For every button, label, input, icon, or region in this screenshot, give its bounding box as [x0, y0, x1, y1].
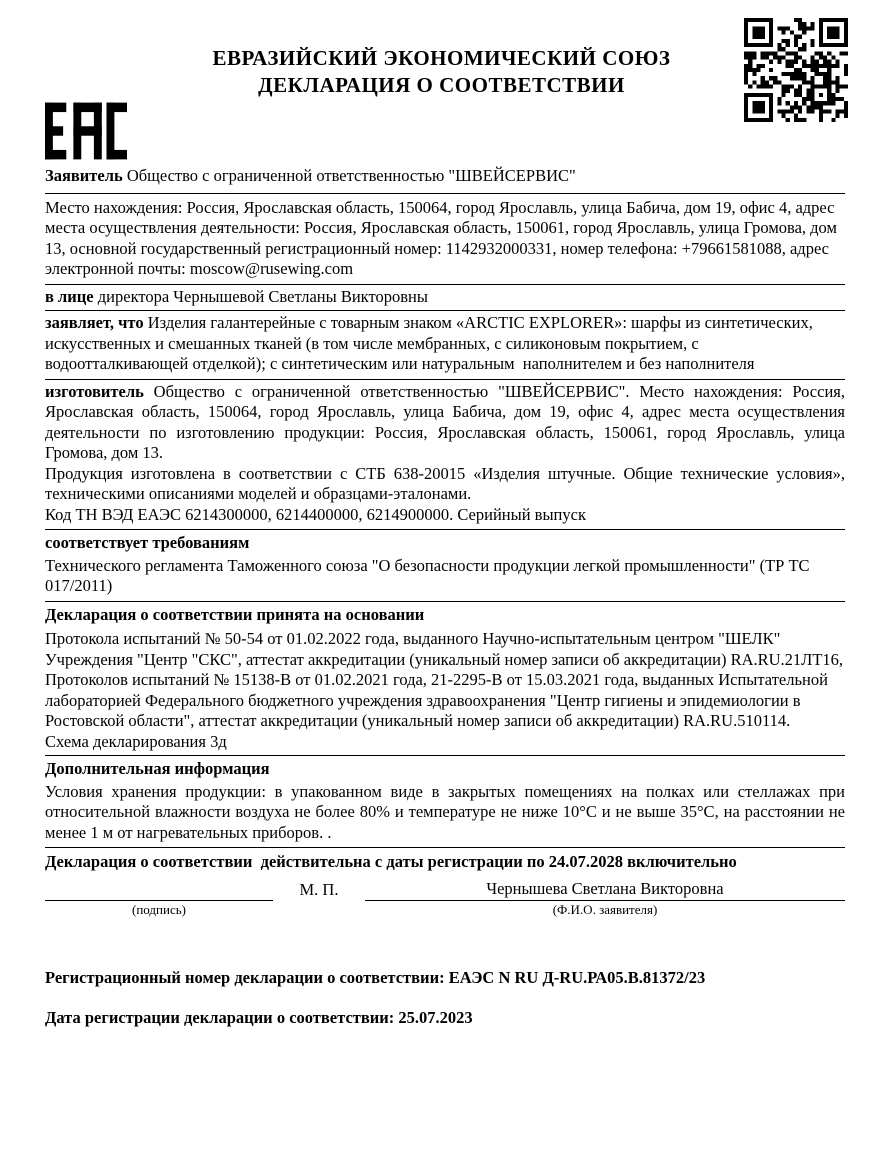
title-line-2: ДЕКЛАРАЦИЯ О СООТВЕТСТВИИ [258, 73, 625, 97]
qr-code [744, 18, 848, 122]
basis-text: Протокола испытаний № 50-54 от 01.02.2022 года, выданного Научно-испытательным центром "ШЕЛК" Учреждения "Центр "СКС", аттестат аккредитации (уникальный номер записи об аккредитации) RA.RU.21ЛТ16, Протоколов испытаний № 15138-В от 01.02.2021 года, 21-2295-В от 15.03.2021 года, выданных Испытательной лабораторией Федерального бюджетного учреждения здравоохранения "Центр гигиены и эпидемиологии в Ростовской области", аттестат аккредитации (уникальный номер записи об аккредитации) RA.RU.510114. [45, 629, 844, 730]
applicant-row [45, 165, 845, 194]
stamp-placeholder: М. П. [299, 879, 339, 899]
registration-number-value: ЕАЭС N RU Д-RU.РА05.В.81372/23 [448, 967, 706, 987]
title-line-1: ЕВРАЗИЙСКИЙ ЭКОНОМИЧЕСКИЙ СОЮЗ [212, 46, 671, 70]
signature-line [45, 877, 273, 901]
declaration-scheme: Схема декларирования 3д [45, 731, 227, 751]
registration-number-label: Регистрационный номер декларации о соответствии: [45, 967, 445, 987]
signature-row [45, 877, 845, 901]
registration-number-line [45, 967, 845, 988]
represented-by-label: в лице [45, 286, 94, 306]
complies-heading: соответствует требованиям [45, 533, 250, 552]
storage-conditions: Условия хранения продукции: в упакованном виде в закрытых помещениях на полках или стеллажах при относительной влажности воздуха не более 80% и температуре не ниже 10°С и не выше 35°С, на расстоянии не менее 1 м от нагревательных приборов. . [45, 781, 845, 842]
regulations-row [45, 556, 845, 602]
eac-logo-icon [45, 101, 127, 161]
basis-row [45, 627, 845, 756]
represented-by-row [45, 285, 845, 312]
registration-date-line [45, 1007, 845, 1028]
signature-captions [45, 901, 845, 919]
registration-date-label: Дата регистрации декларации о соответствии: [45, 1007, 395, 1027]
product-row [45, 311, 845, 380]
applicant-label: Заявитель [45, 166, 123, 185]
manufacturer-details: Общество с ограниченной ответственностью "ШВЕЙСЕРВИС". Место нахождения: Россия, Ярославская область, 150064, город Ярославль, улица Бабича, дом 19, офис 4, адрес места осуществления деятельности по изготовлению продукции: Россия, Ярославская область, 150061, город Ярославль, улица Громова, дом 13. [45, 381, 845, 462]
production-standard: Продукция изготовлена в соответствии с СТБ 638-20015 «Изделия штучные. Общие технические условия», техническими описаниями моделей и образцами-эталонами. [45, 463, 845, 503]
product-description: Изделия галантерейные с товарным знаком «ARCTIC EXPLORER»: шарфы из синтетических, искусственных и смешанных тканей (в том числе мембранных, с силиконовым покрытием, с водоотталкивающей отделкой); с синтетическим или натуральным наполнителем и без наполнителя [45, 313, 817, 373]
represented-by-name: директора Чернышевой Светланы Викторовны [97, 286, 428, 306]
validity-statement: Декларация о соответствии действительна с даты регистрации по 24.07.2028 включительно [45, 852, 737, 871]
declares-label: заявляет, что [45, 313, 144, 332]
document-body [45, 165, 845, 1028]
basis-heading: Декларация о соответствии принята на основании [45, 604, 425, 624]
additional-info-row [45, 782, 845, 849]
regulations-text: Технического регламента Таможенного союза "О безопасности продукции легкой промышленности" (ТР ТС 017/2011) [45, 555, 810, 595]
applicant-name: Общество с ограниченной ответственностью "ШВЕЙСЕРВИС" [126, 166, 576, 185]
applicant-address: Место нахождения: Россия, Ярославская область, 150064, город Ярославль, улица Бабича, дом 19, офис 4, адрес места осуществления деятельности: Россия, Ярославская область, 150061, город Ярославль, улица Громова, дом 13, основной государственный регистрационный номер: 1142932000331, номер телефона: +79661581088, адрес электронной почты: moscow@rusewing.com [45, 197, 837, 278]
caption-spacer [273, 901, 365, 919]
additional-info-heading: Дополнительная информация [45, 759, 270, 778]
signature-caption: (подпись) [132, 901, 186, 917]
fullname-caption: (Ф.И.О. заявителя) [552, 901, 658, 917]
validity-row [45, 848, 845, 873]
registration-date-value: 25.07.2023 [398, 1007, 473, 1027]
tnved-code: Код ТН ВЭД ЕАЭС 6214300000, 6214400000, 6214900000. Серийный выпуск [45, 504, 586, 524]
applicant-address-row [45, 194, 845, 285]
applicant-fullname: Чернышева Светлана Викторовна [365, 878, 845, 901]
manufacturer-row [45, 380, 845, 531]
manufacturer-label: изготовитель [45, 381, 144, 401]
